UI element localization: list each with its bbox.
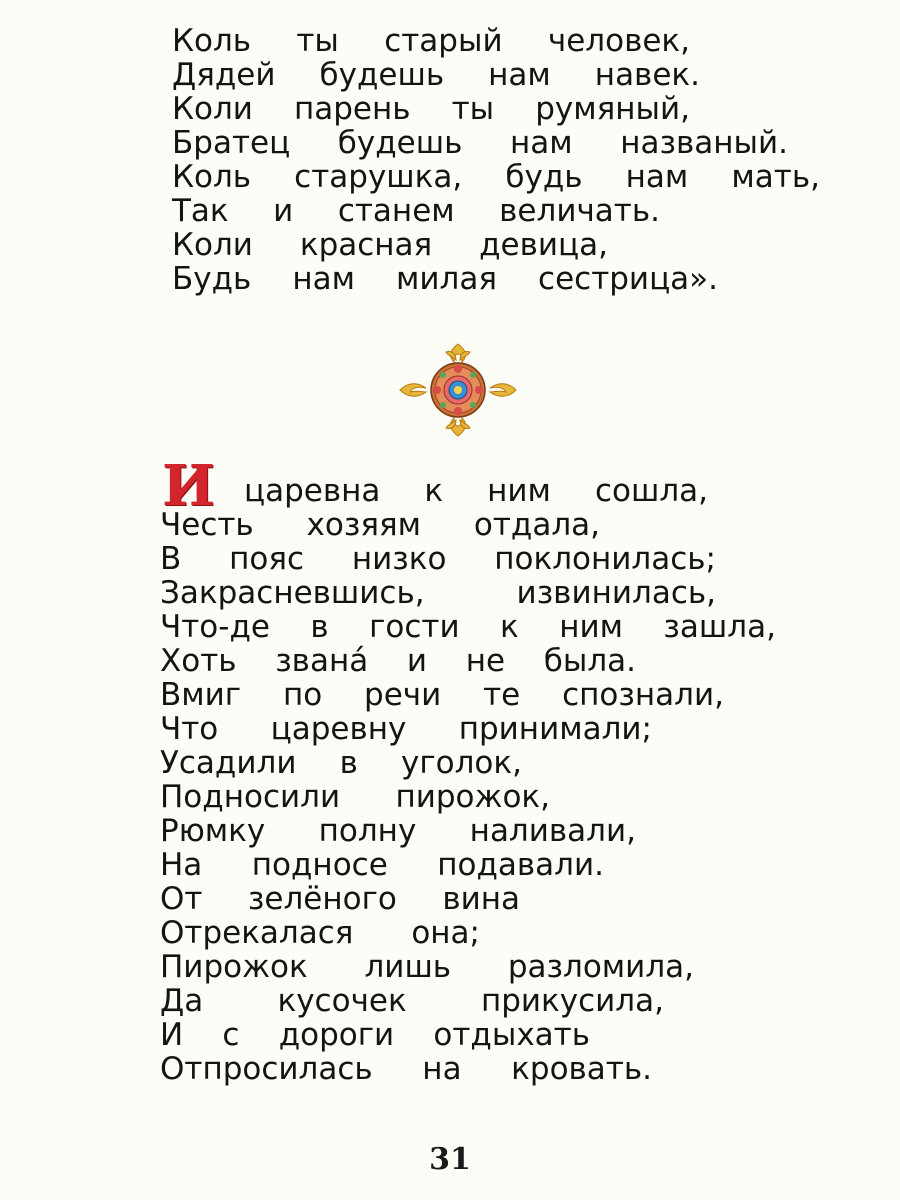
poem-word: была. xyxy=(543,643,636,679)
poem-word: дороги xyxy=(278,1017,395,1053)
poem-line xyxy=(172,24,690,58)
poem-word: Коль xyxy=(172,23,252,59)
poem-word: принимали; xyxy=(458,711,652,747)
poem-line xyxy=(160,712,652,746)
poem-word: девица, xyxy=(479,227,608,263)
poem-word: зашла, xyxy=(663,609,776,645)
poem-word: Коль xyxy=(172,159,252,195)
poem-word: отдала, xyxy=(473,507,600,543)
poem-word: царевну xyxy=(270,711,407,747)
poem-word: она; xyxy=(411,915,480,951)
poem-line xyxy=(160,984,664,1018)
poem-word: будь xyxy=(505,159,583,195)
poem-word: гости xyxy=(369,609,460,645)
page-number: 31 xyxy=(429,1142,471,1177)
poem-word: Вмиг xyxy=(160,677,242,713)
poem-word: царевна xyxy=(244,473,381,509)
poem-line xyxy=(160,882,520,916)
poem-word: Будь xyxy=(172,261,252,297)
poem-word: извинилась, xyxy=(516,575,716,611)
poem-line xyxy=(172,160,820,194)
poem-word: навек. xyxy=(594,57,700,93)
poem-word: станем xyxy=(337,193,455,229)
poem-word: подносе xyxy=(251,847,388,883)
poem-word: уголок, xyxy=(401,745,522,781)
decorative-medallion-icon xyxy=(396,342,520,438)
poem-word: в xyxy=(339,745,358,781)
poem-word: На xyxy=(160,847,203,883)
poem-word: Отрекалася xyxy=(160,915,354,951)
poem-word: красная xyxy=(299,227,433,263)
poem-word: старый xyxy=(384,23,503,59)
poem-word: низко xyxy=(351,541,447,577)
poem-word: разломила, xyxy=(507,949,694,985)
poem-word: румяный, xyxy=(535,91,690,127)
poem-word: Честь xyxy=(160,507,254,543)
poem-word: вина xyxy=(442,881,520,917)
poem-word: Коли xyxy=(172,91,253,127)
poem-word: прикусила, xyxy=(480,983,664,1019)
poem-line xyxy=(160,678,724,712)
poem-word: названый. xyxy=(620,125,788,161)
poem-word: спознали, xyxy=(562,677,724,713)
poem-word: к xyxy=(424,473,444,509)
poem-line xyxy=(160,576,716,610)
poem-word: И xyxy=(160,1017,184,1053)
poem-line xyxy=(160,610,776,644)
poem-word: Усадили xyxy=(160,745,297,781)
poem-word: кусочек xyxy=(277,983,407,1019)
poem-word: В xyxy=(160,541,182,577)
poem-line xyxy=(172,262,718,296)
poem-word: ним xyxy=(559,609,623,645)
poem-word: От xyxy=(160,881,203,917)
poem-word: нам xyxy=(509,125,573,161)
poem-word: те xyxy=(483,677,521,713)
poem-word: человек, xyxy=(547,23,690,59)
poem-word: и xyxy=(406,643,428,679)
poem-line xyxy=(160,780,550,814)
poem-word: Закрасневшись, xyxy=(160,575,425,611)
poem-word: лишь xyxy=(364,949,452,985)
poem-word: Коли xyxy=(172,227,253,263)
poem-word: Так xyxy=(172,193,229,229)
poem-line xyxy=(160,644,636,678)
poem-line xyxy=(160,916,480,950)
poem-word: сошла, xyxy=(594,473,708,509)
poem-word: Что xyxy=(160,711,219,747)
poem-word: ты xyxy=(451,91,495,127)
poem-word: ним xyxy=(487,473,551,509)
poem-word: пояс xyxy=(229,541,305,577)
drop-cap: И xyxy=(162,453,215,519)
poem-word: речи xyxy=(364,677,442,713)
poem-word: Да xyxy=(160,983,204,1019)
poem-word: милая xyxy=(396,261,498,297)
poem-word: Дядей xyxy=(172,57,276,93)
poem-word: нам xyxy=(625,159,689,195)
poem-line xyxy=(160,1052,652,1086)
poem-line xyxy=(172,228,608,262)
poem-word: будешь xyxy=(337,125,463,161)
poem-line xyxy=(160,848,604,882)
poem-word: мать, xyxy=(731,159,820,195)
poem-line xyxy=(172,194,660,228)
poem-line xyxy=(160,1018,590,1052)
poem-word: к xyxy=(500,609,519,645)
poem-word: полну xyxy=(318,813,417,849)
poem-line xyxy=(244,474,708,508)
poem-word: зелёного xyxy=(247,881,397,917)
poem-word: Рюмку xyxy=(160,813,266,849)
poem-word: кровать. xyxy=(511,1051,652,1087)
poem-word: нам xyxy=(488,57,551,93)
poem-word: с xyxy=(222,1017,240,1053)
poem-word: хозяям xyxy=(306,507,422,543)
poem-word: на xyxy=(422,1051,462,1087)
poem-word: нам xyxy=(292,261,355,297)
poem-line xyxy=(160,542,716,576)
poem-word: звана́ xyxy=(275,643,369,679)
poem-line xyxy=(160,508,600,542)
poem-line xyxy=(172,92,690,126)
poem-word: пирожок, xyxy=(395,779,550,815)
poem-word: Что-де xyxy=(160,609,270,645)
poem-word: парень xyxy=(293,91,411,127)
poem-word: и xyxy=(273,193,294,229)
poem-word: наливали, xyxy=(469,813,636,849)
poem-word: по xyxy=(282,677,323,713)
poem-word: Подносили xyxy=(160,779,341,815)
poem-line xyxy=(160,950,694,984)
poem-word: ты xyxy=(296,23,339,59)
poem-word: отдыхать xyxy=(433,1017,590,1053)
poem-word: Пирожок xyxy=(160,949,308,985)
poem-word: старушка, xyxy=(294,159,463,195)
poem-word: Отпросилась xyxy=(160,1051,373,1087)
poem-word: Братец xyxy=(172,125,291,161)
poem-word: в xyxy=(310,609,329,645)
poem-word: сестрица». xyxy=(538,261,718,297)
poem-word: поклонилась; xyxy=(494,541,716,577)
poem-line xyxy=(172,58,700,92)
poem-word: не xyxy=(465,643,506,679)
poem-line xyxy=(172,126,788,160)
poem-line xyxy=(160,746,522,780)
poem-word: будешь xyxy=(319,57,445,93)
poem-word: Хоть xyxy=(160,643,237,679)
poem-word: подавали. xyxy=(437,847,604,883)
poem-line xyxy=(160,814,636,848)
poem-word: величать. xyxy=(499,193,660,229)
